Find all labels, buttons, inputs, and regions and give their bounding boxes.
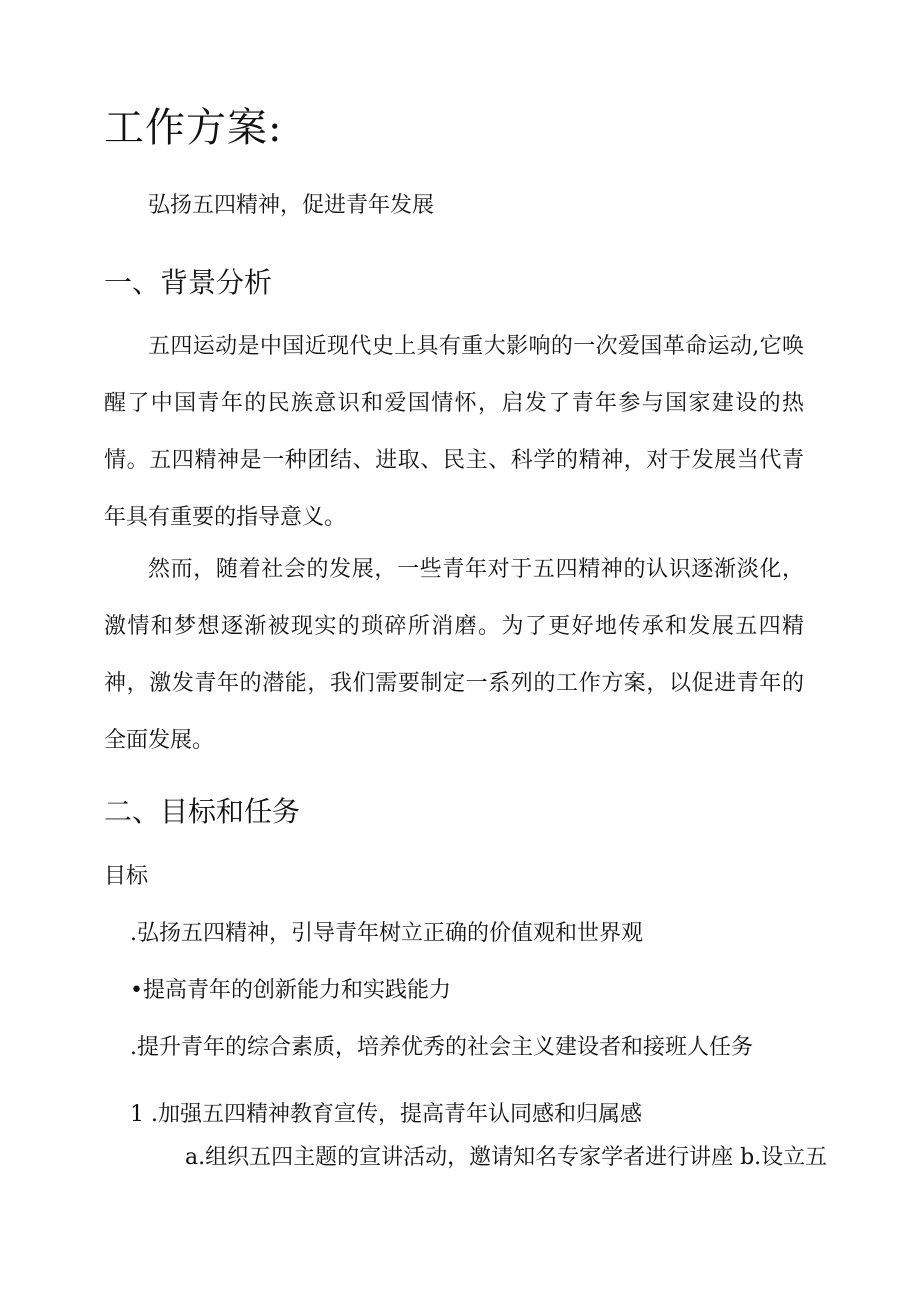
document-title: 工作方案: <box>104 105 283 151</box>
document-subtitle: 弘扬五四精神，促进青年发展 <box>148 193 435 218</box>
goal-item-2: •提高青年的创新能力和实践能力 <box>130 978 451 1003</box>
section-heading-goals-tasks: 二、目标和任务 <box>104 795 301 828</box>
section-heading-background: 一、背景分析 <box>104 266 273 299</box>
goal-label: 目标 <box>104 864 149 889</box>
background-paragraph-2: 然而，随着社会的发展，一些青年对于五四精神的认识逐渐淡化，激情和梦想逐渐被现实的琐碎所消磨。为了更好地传承和发展五四精神，激发青年的潜能，我们需要制定一系列的工作方案，以促进青年的全面发展。 <box>104 557 804 753</box>
background-paragraph-1: 五四运动是中国近现代史上具有重大影响的一次爱国革命运动,它唤醒了中国青年的民族意识和爱国情怀，启发了青年参与国家建设的热情。五四精神是一种团结、进取、民主、科学的精神，对于发展当代青年具有重要的指导意义。 <box>104 334 804 530</box>
task-subitem-1: a.组织五四主题的宣讲活动，邀请知名专家学者进行讲座 b.设立五 <box>185 1145 828 1170</box>
goal-item-3: .提升青年的综合素质，培养优秀的社会主义建设者和接班人任务 <box>130 1035 753 1060</box>
goal-item-1: .弘扬五四精神，引导青年树立正确的价值观和世界观 <box>130 921 643 946</box>
task-item-1: 1 .加强五四精神教育宣传，提高青年认同感和归属感 <box>130 1102 642 1127</box>
